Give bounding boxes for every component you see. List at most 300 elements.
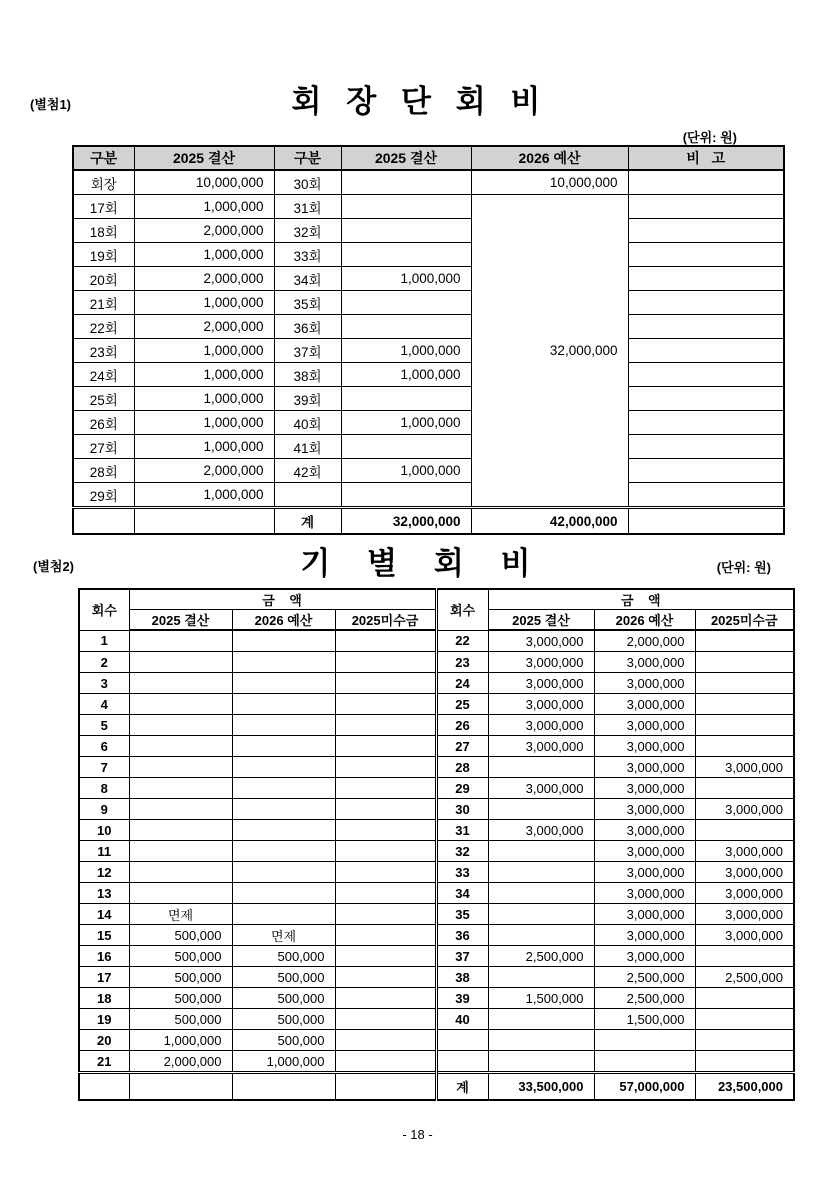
cell: [129, 799, 232, 820]
cell: [232, 652, 335, 673]
cell: [129, 715, 232, 736]
cell: [335, 778, 436, 799]
cell: [129, 694, 232, 715]
cell: 2,000,000: [129, 1051, 232, 1073]
cell: 3,000,000: [594, 925, 695, 946]
cell: [134, 508, 274, 535]
table-row: [73, 195, 784, 219]
cell: 26회: [73, 411, 134, 435]
cell: [129, 652, 232, 673]
cell: 3,000,000: [695, 841, 794, 862]
table-row: [73, 363, 784, 387]
cell: [335, 715, 436, 736]
class-fee-table-body: [79, 630, 794, 1100]
cell: [488, 925, 594, 946]
budget-2026-cell: 10,000,000: [471, 170, 628, 195]
total-label: 계: [436, 1073, 488, 1101]
cell: [335, 736, 436, 757]
cell: 24회: [73, 363, 134, 387]
cell: [232, 799, 335, 820]
executive-fee-table: [72, 145, 785, 535]
cell: 2,000,000: [134, 267, 274, 291]
row-number-cell: [436, 1051, 488, 1073]
header-cell: 2025미수금: [335, 610, 436, 631]
row-number-cell: 30: [436, 799, 488, 820]
cell: 1,000,000: [341, 267, 471, 291]
total-label: 계: [274, 508, 341, 535]
table-row: [73, 387, 784, 411]
row-number-cell: 13: [79, 883, 129, 904]
row-number-cell: 28: [436, 757, 488, 778]
cell: [695, 946, 794, 967]
cell: [232, 904, 335, 925]
cell: 500,000: [232, 1030, 335, 1051]
cell: 33회: [274, 243, 341, 267]
table-row: [73, 170, 784, 195]
cell: 2,500,000: [488, 946, 594, 967]
header-cell-count-right: 회수: [436, 589, 488, 630]
cell: 3,000,000: [695, 904, 794, 925]
cell: 3,000,000: [695, 862, 794, 883]
row-number-cell: 1: [79, 630, 129, 652]
cell: 500,000: [129, 988, 232, 1009]
cell: [335, 967, 436, 988]
cell: [594, 1051, 695, 1073]
cell: 42회: [274, 459, 341, 483]
remark-cell: [628, 435, 784, 459]
cell: 30회: [274, 170, 341, 195]
row-number-cell: 5: [79, 715, 129, 736]
table-row: [79, 967, 794, 988]
cell: 500,000: [129, 1009, 232, 1030]
cell: 3,000,000: [594, 778, 695, 799]
cell: 3,000,000: [594, 736, 695, 757]
row-number-cell: 15: [79, 925, 129, 946]
cell: [232, 694, 335, 715]
class-fee-table: [78, 588, 795, 1101]
cell: 3,000,000: [488, 652, 594, 673]
total-row: [79, 1073, 794, 1101]
cell: 3,000,000: [488, 778, 594, 799]
row-number-cell: 2: [79, 652, 129, 673]
cell: 1,000,000: [129, 1030, 232, 1051]
cell: [695, 1009, 794, 1030]
header-cell-amount-right: 금 액: [488, 589, 794, 610]
cell: 21회: [73, 291, 134, 315]
cell: 3,000,000: [695, 883, 794, 904]
cell: 500,000: [232, 1009, 335, 1030]
remark-cell: [628, 508, 784, 535]
table-row: [73, 315, 784, 339]
cell: [129, 820, 232, 841]
row-number-cell: 18: [79, 988, 129, 1009]
cell: [335, 1009, 436, 1030]
cell: 2,000,000: [134, 315, 274, 339]
cell: [341, 483, 471, 508]
row-number-cell: 36: [436, 925, 488, 946]
cell: 29회: [73, 483, 134, 508]
table-row: [79, 1009, 794, 1030]
cell: [488, 1030, 594, 1051]
cell: [695, 673, 794, 694]
row-number-cell: 37: [436, 946, 488, 967]
cell: 3,000,000: [594, 715, 695, 736]
cell: 3,000,000: [488, 820, 594, 841]
remark-cell: [628, 387, 784, 411]
cell: 500,000: [232, 946, 335, 967]
row-number-cell: 35: [436, 904, 488, 925]
section2-title: 기 별 회 비: [300, 546, 535, 582]
cell: [488, 862, 594, 883]
cell: [341, 291, 471, 315]
table-row: [79, 946, 794, 967]
cell: 면제: [129, 904, 232, 925]
table-row: [79, 673, 794, 694]
header-cell: 2025 결산: [134, 146, 274, 170]
cell: [594, 1030, 695, 1051]
table-row: [79, 694, 794, 715]
cell: [335, 799, 436, 820]
row-number-cell: 19: [79, 1009, 129, 1030]
remark-cell: [628, 459, 784, 483]
cell: [232, 673, 335, 694]
header-cell: 구분: [274, 146, 341, 170]
cell: 3,000,000: [594, 673, 695, 694]
cell: 3,000,000: [488, 630, 594, 652]
row-number-cell: 11: [79, 841, 129, 862]
table-row: [79, 736, 794, 757]
total-row: [73, 508, 784, 535]
cell: 1,000,000: [341, 339, 471, 363]
cell: [335, 652, 436, 673]
cell: [73, 508, 134, 535]
cell: [341, 195, 471, 219]
row-number-cell: 3: [79, 673, 129, 694]
cell: 36회: [274, 315, 341, 339]
cell: [695, 988, 794, 1009]
cell: 18회: [73, 219, 134, 243]
cell: 1,000,000: [341, 459, 471, 483]
cell: [335, 1073, 436, 1101]
row-number-cell: 27: [436, 736, 488, 757]
remark-cell: [628, 339, 784, 363]
cell: 2,000,000: [134, 459, 274, 483]
cell: 37회: [274, 339, 341, 363]
row-number-cell: 25: [436, 694, 488, 715]
cell: 25회: [73, 387, 134, 411]
table-row: [79, 988, 794, 1009]
table-row: [73, 243, 784, 267]
cell: [129, 778, 232, 799]
cell: 3,000,000: [488, 694, 594, 715]
cell: 1,000,000: [134, 411, 274, 435]
cell: [129, 630, 232, 652]
remark-cell: [628, 363, 784, 387]
total-settlement: 32,000,000: [341, 508, 471, 535]
table-row: [73, 339, 784, 363]
row-number-cell: [79, 1073, 129, 1101]
cell: [232, 820, 335, 841]
cell: [488, 904, 594, 925]
cell: 27회: [73, 435, 134, 459]
cell: 3,000,000: [695, 925, 794, 946]
row-number-cell: 20: [79, 1030, 129, 1051]
cell: [488, 757, 594, 778]
row-number-cell: 12: [79, 862, 129, 883]
cell: [232, 883, 335, 904]
table-row: [79, 841, 794, 862]
table-row: [73, 435, 784, 459]
remark-cell: [628, 267, 784, 291]
cell: [232, 778, 335, 799]
cell: 34회: [274, 267, 341, 291]
cell: 3,000,000: [594, 820, 695, 841]
cell: 1,000,000: [341, 411, 471, 435]
cell: [335, 883, 436, 904]
cell: [695, 652, 794, 673]
cell: [274, 483, 341, 508]
cell: [335, 820, 436, 841]
cell: [232, 1073, 335, 1101]
cell: 2,000,000: [134, 219, 274, 243]
cell: 1,000,000: [134, 195, 274, 219]
cell: [232, 841, 335, 862]
row-number-cell: 39: [436, 988, 488, 1009]
table-row: [79, 778, 794, 799]
cell: 3,000,000: [488, 736, 594, 757]
cell: 1,000,000: [134, 387, 274, 411]
remark-cell: [628, 219, 784, 243]
cell: 35회: [274, 291, 341, 315]
cell: 회장: [73, 170, 134, 195]
cell: [129, 841, 232, 862]
row-number-cell: 26: [436, 715, 488, 736]
cell: [335, 904, 436, 925]
table-row: [73, 219, 784, 243]
cell: 2,000,000: [594, 630, 695, 652]
total-unpaid: 23,500,000: [695, 1073, 794, 1101]
cell: [488, 883, 594, 904]
cell: 40회: [274, 411, 341, 435]
header-row: [73, 146, 784, 170]
remark-cell: [628, 315, 784, 339]
remark-cell: [628, 195, 784, 219]
cell: 1,000,000: [134, 243, 274, 267]
row-number-cell: 22: [436, 630, 488, 652]
row-number-cell: 38: [436, 967, 488, 988]
cell: 3,000,000: [594, 841, 695, 862]
cell: 2,500,000: [695, 967, 794, 988]
cell: 1,000,000: [134, 339, 274, 363]
executive-fee-table-header: [73, 146, 784, 170]
cell: [335, 988, 436, 1009]
row-number-cell: 32: [436, 841, 488, 862]
header-cell-amount-left: 금 액: [129, 589, 436, 610]
cell: [695, 1030, 794, 1051]
cell: [488, 967, 594, 988]
row-number-cell: 24: [436, 673, 488, 694]
attachment-label-2: (별첨2): [33, 559, 75, 574]
table-row: [79, 820, 794, 841]
table-row: [79, 630, 794, 652]
cell: 38회: [274, 363, 341, 387]
remark-cell: [628, 483, 784, 508]
cell: 1,000,000: [134, 291, 274, 315]
row-number-cell: 9: [79, 799, 129, 820]
row-number-cell: [436, 1030, 488, 1051]
header-cell: 2026 예산: [594, 610, 695, 631]
cell: 3,000,000: [594, 757, 695, 778]
cell: 3,000,000: [594, 862, 695, 883]
row-number-cell: 16: [79, 946, 129, 967]
cell: [335, 757, 436, 778]
cell: [335, 630, 436, 652]
total-budget: 57,000,000: [594, 1073, 695, 1101]
cell: [129, 1073, 232, 1101]
cell: 28회: [73, 459, 134, 483]
cell: 19회: [73, 243, 134, 267]
cell: 17회: [73, 195, 134, 219]
header-cell: 2026 예산: [471, 146, 628, 170]
cell: 500,000: [232, 967, 335, 988]
unit-label-1: (단위: 원): [682, 130, 737, 145]
cell: 1,000,000: [134, 435, 274, 459]
section1-title: 회 장 단 회 비: [291, 84, 544, 120]
cell: 500,000: [232, 988, 335, 1009]
table-row: [79, 799, 794, 820]
budget-2026-merged-cell: 32,000,000: [471, 195, 628, 508]
cell: [232, 862, 335, 883]
header-cell: 구분: [73, 146, 134, 170]
cell: 31회: [274, 195, 341, 219]
remark-cell: [628, 411, 784, 435]
cell: 2,500,000: [594, 988, 695, 1009]
cell: 23회: [73, 339, 134, 363]
row-number-cell: 8: [79, 778, 129, 799]
cell: 1,000,000: [134, 483, 274, 508]
cell: [232, 736, 335, 757]
row-number-cell: 21: [79, 1051, 129, 1073]
cell: 500,000: [129, 946, 232, 967]
cell: [232, 757, 335, 778]
cell: [232, 715, 335, 736]
cell: [129, 757, 232, 778]
table-row: [79, 652, 794, 673]
cell: 22회: [73, 315, 134, 339]
cell: 3,000,000: [594, 904, 695, 925]
cell: [695, 694, 794, 715]
cell: 3,000,000: [488, 673, 594, 694]
cell: [232, 630, 335, 652]
class-fee-table-header: [79, 589, 794, 630]
row-number-cell: 23: [436, 652, 488, 673]
table-row: [79, 1051, 794, 1073]
header-cell: 2025 결산: [341, 146, 471, 170]
table-row: [73, 483, 784, 508]
cell: 3,000,000: [488, 715, 594, 736]
total-budget: 42,000,000: [471, 508, 628, 535]
cell: 20회: [73, 267, 134, 291]
cell: [488, 799, 594, 820]
table-row: [79, 904, 794, 925]
attachment-label-1: (별첨1): [30, 97, 72, 112]
table-row: [79, 862, 794, 883]
cell: 3,000,000: [594, 946, 695, 967]
row-number-cell: 10: [79, 820, 129, 841]
cell: 3,000,000: [594, 652, 695, 673]
header-cell: 2025 결산: [129, 610, 232, 631]
remark-cell: [628, 170, 784, 195]
table-row: [79, 757, 794, 778]
cell: 1,000,000: [341, 363, 471, 387]
unit-label-2: (단위: 원): [716, 560, 771, 575]
cell: 1,000,000: [232, 1051, 335, 1073]
cell: 면제: [232, 925, 335, 946]
cell: 39회: [274, 387, 341, 411]
cell: [335, 694, 436, 715]
cell: [341, 315, 471, 339]
cell: [129, 673, 232, 694]
executive-fee-table-body: [73, 170, 784, 534]
cell: [695, 715, 794, 736]
cell: [695, 778, 794, 799]
cell: [341, 170, 471, 195]
cell: [341, 219, 471, 243]
cell: [695, 1051, 794, 1073]
table-row: [73, 291, 784, 315]
cell: [129, 883, 232, 904]
header-cell: 2026 예산: [232, 610, 335, 631]
cell: [335, 946, 436, 967]
cell: 1,000,000: [134, 363, 274, 387]
cell: 1,500,000: [488, 988, 594, 1009]
cell: [695, 630, 794, 652]
cell: [341, 243, 471, 267]
cell: [488, 1051, 594, 1073]
cell: [341, 387, 471, 411]
cell: [335, 841, 436, 862]
row-number-cell: 40: [436, 1009, 488, 1030]
cell: 32회: [274, 219, 341, 243]
cell: [695, 736, 794, 757]
header-cell: 2025미수금: [695, 610, 794, 631]
table-row: [79, 1030, 794, 1051]
cell: 3,000,000: [594, 799, 695, 820]
header-cell: 비 고: [628, 146, 784, 170]
cell: 10,000,000: [134, 170, 274, 195]
header-cell-count-left: 회수: [79, 589, 129, 630]
cell: [335, 673, 436, 694]
cell: 3,000,000: [695, 757, 794, 778]
table-row: [79, 925, 794, 946]
table-row: [79, 715, 794, 736]
cell: 41회: [274, 435, 341, 459]
row-number-cell: 17: [79, 967, 129, 988]
row-number-cell: 6: [79, 736, 129, 757]
page-number: - 18 -: [402, 1127, 433, 1142]
table-row: [79, 883, 794, 904]
remark-cell: [628, 291, 784, 315]
cell: 3,000,000: [594, 694, 695, 715]
header-row-group: [79, 589, 794, 610]
cell: 500,000: [129, 925, 232, 946]
cell: 2,500,000: [594, 967, 695, 988]
table-row: [73, 267, 784, 291]
row-number-cell: 31: [436, 820, 488, 841]
row-number-cell: 14: [79, 904, 129, 925]
header-cell: 2025 결산: [488, 610, 594, 631]
row-number-cell: 33: [436, 862, 488, 883]
